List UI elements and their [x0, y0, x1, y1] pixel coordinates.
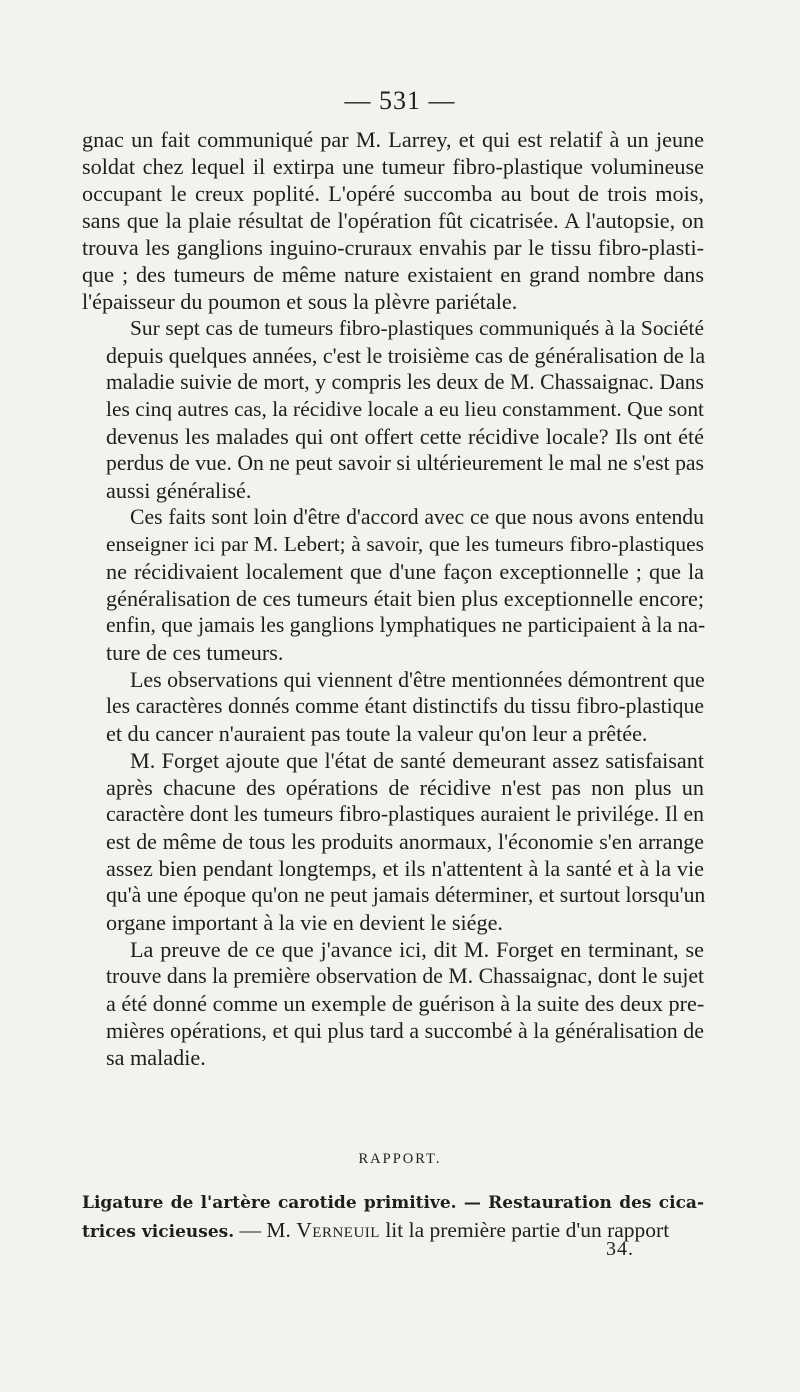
text-line: sans que la plaie résultat de l'opération fût cicatrisée. A l'autopsie, on [82, 208, 704, 233]
text-line: ture de ces tumeurs. [106, 640, 284, 665]
text-line: caractère dont les tumeurs fibro-plastiques auraient le privilége. Il en [106, 802, 704, 826]
paragraph [82, 666, 704, 747]
text-line: devenus les malades qui ont offert cette récidive locale? Ils ont été [106, 424, 704, 449]
text-line: trouva les ganglions inguino-cruraux envahis par le tissu fibro-plasti- [82, 235, 704, 260]
paragraph [82, 126, 704, 315]
text-line: enseigner ici par M. Lebert; à savoir, que les tumeurs fibro-plastiques [106, 532, 704, 556]
signature-mark: 34. [606, 1238, 634, 1260]
paragraph [82, 504, 704, 666]
body-text [82, 126, 704, 1071]
text-line: organe important à la vie en devient le siége. [106, 910, 503, 935]
subheading-title-1: Ligature de l'artère carotide primitive. — Restauration des cica- [82, 1193, 704, 1213]
text-line: Les observations qui viennent d'être mentionnées démontrent que [130, 667, 705, 692]
text-line: qu'à une époque qu'on ne peut jamais déterminer, et surtout lorsqu'un [106, 883, 706, 907]
section-heading: RAPPORT. [358, 1151, 442, 1167]
text-line: mières opérations, et qui plus tard a succombé à la généralisation de [106, 1018, 704, 1043]
text-line: Sur sept cas de tumeurs fibro-plastiques communiqués à la Société [130, 316, 704, 340]
text-line: trouve dans la première observation de M. Chassaignac, dont le sujet [106, 964, 704, 988]
text-line: M. Forget ajoute que l'état de santé demeurant assez satisfaisant [130, 748, 704, 773]
text-line: a été donné comme un exemple de guérison à la suite des deux pre- [106, 991, 705, 1016]
text-line: sa maladie. [106, 1045, 206, 1070]
text-line: généralisation de ces tumeurs était bien plus exceptionnelle encore; [106, 586, 704, 611]
text-line: La preuve de ce que j'avance ici, dit M. Forget en terminant, se [130, 937, 704, 962]
text-line: l'épaisseur du poumon et sous la plèvre pariétale. [82, 289, 518, 314]
text-line: les cinq autres cas, la récidive locale a eu lieu constamment. Que sont [106, 397, 704, 421]
text-line: ne récidivaient localement que d'une façon exceptionnelle ; que la [106, 559, 704, 584]
text-line: soldat chez lequel il extirpa une tumeur fibro-plastique volumineuse [82, 154, 704, 179]
subheading-rest: lit la première partie d'un rapport [379, 1218, 670, 1242]
text-line: perdus de vue. On ne peut savoir si ultérieurement le mal ne s'est pas [106, 451, 704, 475]
text-line: enfin, que jamais les ganglions lymphatiques ne participaient à la na- [106, 613, 706, 637]
paragraph [82, 936, 704, 1071]
text-line: les caractères donnés comme étant distinctifs du tissu fibro-plastique [106, 694, 704, 718]
text-line: assez bien pendant longtemps, et ils n'attentent à la santé et à la vie [106, 856, 704, 881]
text-line: aussi généralisé. [106, 478, 252, 503]
text-line: Ces faits sont loin d'être d'accord avec ce que nous avons entendu [130, 505, 704, 529]
subheading-line-1 [82, 1188, 704, 1217]
text-line: et du cancer n'auraient pas toute la valeur qu'on leur a prêtée. [106, 721, 648, 746]
text-line: maladie suivie de mort, y compris les deux de M. Chassaignac. Dans [106, 370, 704, 394]
subheading-title-2: trices vicieuses. [82, 1222, 235, 1242]
text-line: depuis quelques années, c'est le troisième cas de généralisation de la [106, 343, 706, 368]
page-number: — 531 — [344, 86, 456, 115]
paragraph [82, 315, 704, 504]
text-line: gnac un fait communiqué par M. Larrey, et qui est relatif à un jeune [82, 127, 704, 152]
text-line: est de même de tous les produits anormaux, l'économie s'en arrange [106, 829, 704, 854]
text-line: après chacune des opérations de récidive n'est pas non plus un [106, 775, 704, 800]
text-line: que ; des tumeurs de même nature existaient en grand nombre dans [82, 262, 704, 287]
paragraph [82, 747, 704, 936]
subheading-dash: — M. [234, 1218, 297, 1242]
rapporteur-name: Verneuil [296, 1218, 380, 1242]
text-line: occupant le creux poplité. L'opéré succomba au bout de trois mois, [82, 181, 704, 206]
